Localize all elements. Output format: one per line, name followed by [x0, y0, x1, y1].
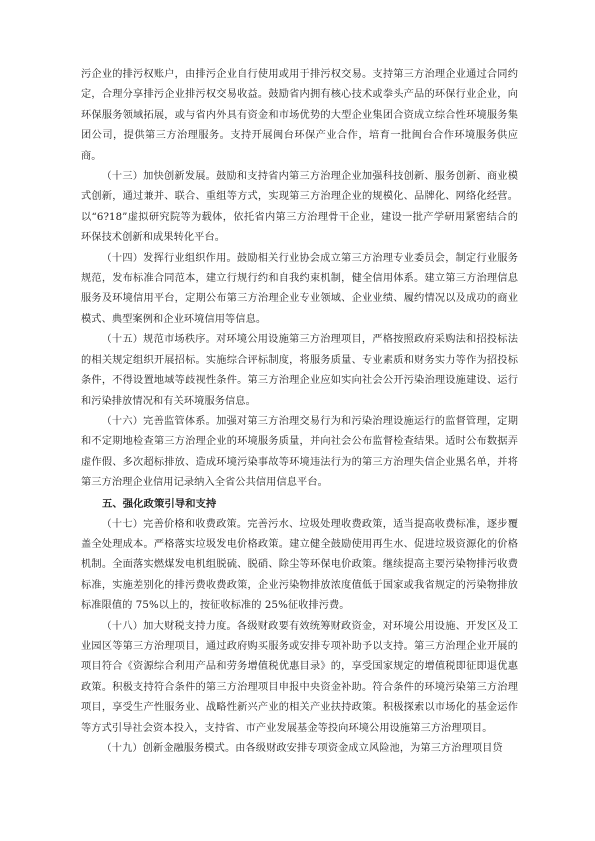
paragraph-18-fiscal-support: （十八）加大财税支持力度。各级财政要有效统筹财政资金，对环境公用设施、开发区及工业园区等第三方治理项目，通过政府购买服务或安排专项补助予以支持。第三方治理企业开展的项目符合《资源综合利用产品和劳务增值税优惠目录》的，享受国家规定的增值税即征即退优惠政策。积极支持符合条件的第三方治理项目申报中央资金补助。符合条件的环境污染第三方治理项目，享受生产性服务业、战略性新兴产业的相关产业扶持政策。积极探索以市场化的基金运作等方式引导社会资本投入，支持省、市产业发展基金等投向环境公用设施第三方治理项目。 — [81, 620, 518, 734]
paragraph-continuation: 污企业的排污权账户，由排污企业自行使用或用于排污权交易。支持第三方治理企业通过合同约定，合理分享排污企业排污权交易收益。鼓励省内拥有核心技术或拳头产品的环保行业企业，向环保服务领域拓展，或与省内外具有资金和市场优势的大型企业集团合资成立综合性环境服务集团公司，提供第三方治理服务。支持开展闽台环保产业合作，培育一批闽台合作环境服务供应商。 — [81, 69, 518, 162]
paragraph-19-finance: （十九）创新金融服务模式。由各级财政安排专项资金成立风险池，为第三方治理项目贷 — [101, 743, 503, 754]
paragraph-17-pricing: （十七）完善价格和收费政策。完善污水、垃圾处理收费政策，适当提高收费标准，逐步覆盖全处理成本。严格落实垃圾发电价格政策。建立健全鼓励使用再生水、促进垃圾资源化的价格机制。全面落实燃煤发电机组脱硫、脱硝、除尘等环保电价政策。继续提高主要污染物排污收费标准，实施差别化的排污费收费政策，企业污染物排放浓度值低于国家或我省规定的污染物排放标准限值的 75%以上的，按征收标准的 25%征收排污费。 — [81, 518, 518, 612]
paragraph-13-innovation: （十三）加快创新发展。鼓励和支持省内第三方治理企业加强科技创新、服务创新、商业模式创新，通过兼并、联合、重组等方式，实现第三方治理企业的规模化、品牌化、网络化经营。以“6?18”虚拟研究院等为载体，依托省内第三方治理骨干企业，建设一批产学研用紧密结合的环保技术创新和成果转化平台。 — [81, 171, 518, 244]
paragraph-16-supervision: （十六）完善监管体系。加强对第三方治理交易行为和污染治理设施运行的监督管理，定期和不定期地检查第三方治理企业的环境服务质量，并向社会公布监督检查结果。适时公布数据弄虚作假、多次超标排放、造成环境污染事故等环境违法行为的第三方治理失信企业黑名单，并将第三方治理企业信用记录纳入全省公共信用信息平台。 — [81, 415, 518, 489]
paragraph-15-market-order: （十五）规范市场秩序。对环境公用设施第三方治理项目，严格按照政府采购法和招投标法的相关规定组织开展招标。实施综合评标制度，将服务质量、专业素质和财务实力等作为招投标条件，不得设置地域等歧视性条件。第三方治理企业应如实向社会公开污染治理设施建设、运行和污染排放情况和有关环境服务信息。 — [81, 334, 518, 407]
document-page — [81, 65, 518, 759]
section-heading: 五、强化政策引导和支持 — [102, 497, 217, 510]
paragraph-14-industry-organization: （十四）发挥行业组织作用。鼓励相关行业协会成立第三方治理专业委员会，制定行业服务规范，发布标准合同范本，建立行规行约和自我约束机制，健全信用体系。建立第三方治理信息服务及环境信用平台，定期公布第三方治理企业专业领域、企业业绩、履约情况以及成功的商业模式、典型案例和企业环境信用等信息。 — [81, 252, 518, 325]
